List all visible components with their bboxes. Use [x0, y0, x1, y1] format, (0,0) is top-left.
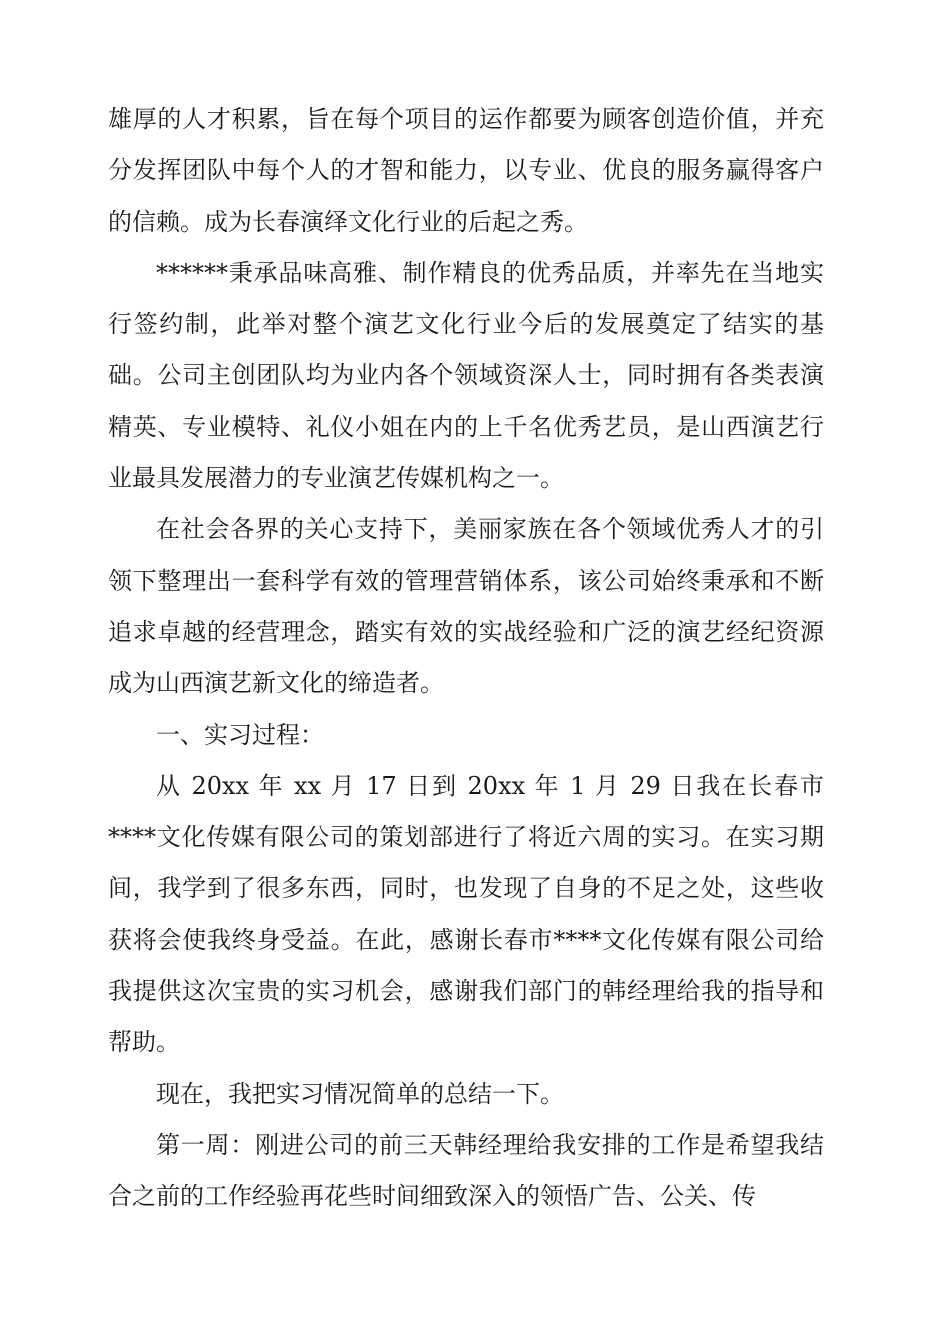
- paragraph-management-system: 在社会各界的关心支持下，美丽家族在各个领域优秀人才的引领下整理出一套科学有效的管理营销体系，该公司始终秉承和不断追求卓越的经营理念，踏实有效的实战经验和广泛的演艺经纪资源成为山西演艺新文化的缔造者。: [108, 515, 824, 698]
- paragraph-continuation: 雄厚的人才积累，旨在每个项目的运作都要为顾客创造价值，并充分发挥团队中每个人的才智和能力，以专业、优良的服务赢得客户的信赖。成为长春演绎文化行业的后起之秀。: [108, 105, 824, 236]
- paragraph-internship-period: 从 20xx 年 xx 月 17 日到 20xx 年 1 月 29 日我在长春市****文化传媒有限公司的策划部进行了将近六周的实习。在实习期间，我学到了很多东西，同时，也发现了自身的不足之处，这些收获将会使我终身受益。在此，感谢长春市****文化传媒有限公司给我提供这次宝贵的实习机会，感谢我们部门的韩经理给我的指导和帮助。: [108, 771, 824, 1057]
- paragraph-summary-intro: 现在，我把实习情况简单的总结一下。: [156, 1079, 564, 1108]
- paragraph-company-quality: ******秉承品味高雅、制作精良的优秀品质，并率先在当地实行签约制，此举对整个演艺文化行业今后的发展奠定了结实的基础。公司主创团队均为业内各个领域资深人士，同时拥有各类表演精英、专业模特、礼仪小姐在内的上千名优秀艺员，是山西演艺行业最具发展潜力的专业演艺传媒机构之一。: [108, 258, 824, 493]
- section-heading-internship-process: 一、实习过程：: [156, 720, 324, 749]
- document-body: [108, 94, 824, 1223]
- paragraph-first-week: 第一周：刚进公司的前三天韩经理给我安排的工作是希望我结合之前的工作经验再花些时间细致深入的领悟广告、公关、传: [108, 1130, 824, 1211]
